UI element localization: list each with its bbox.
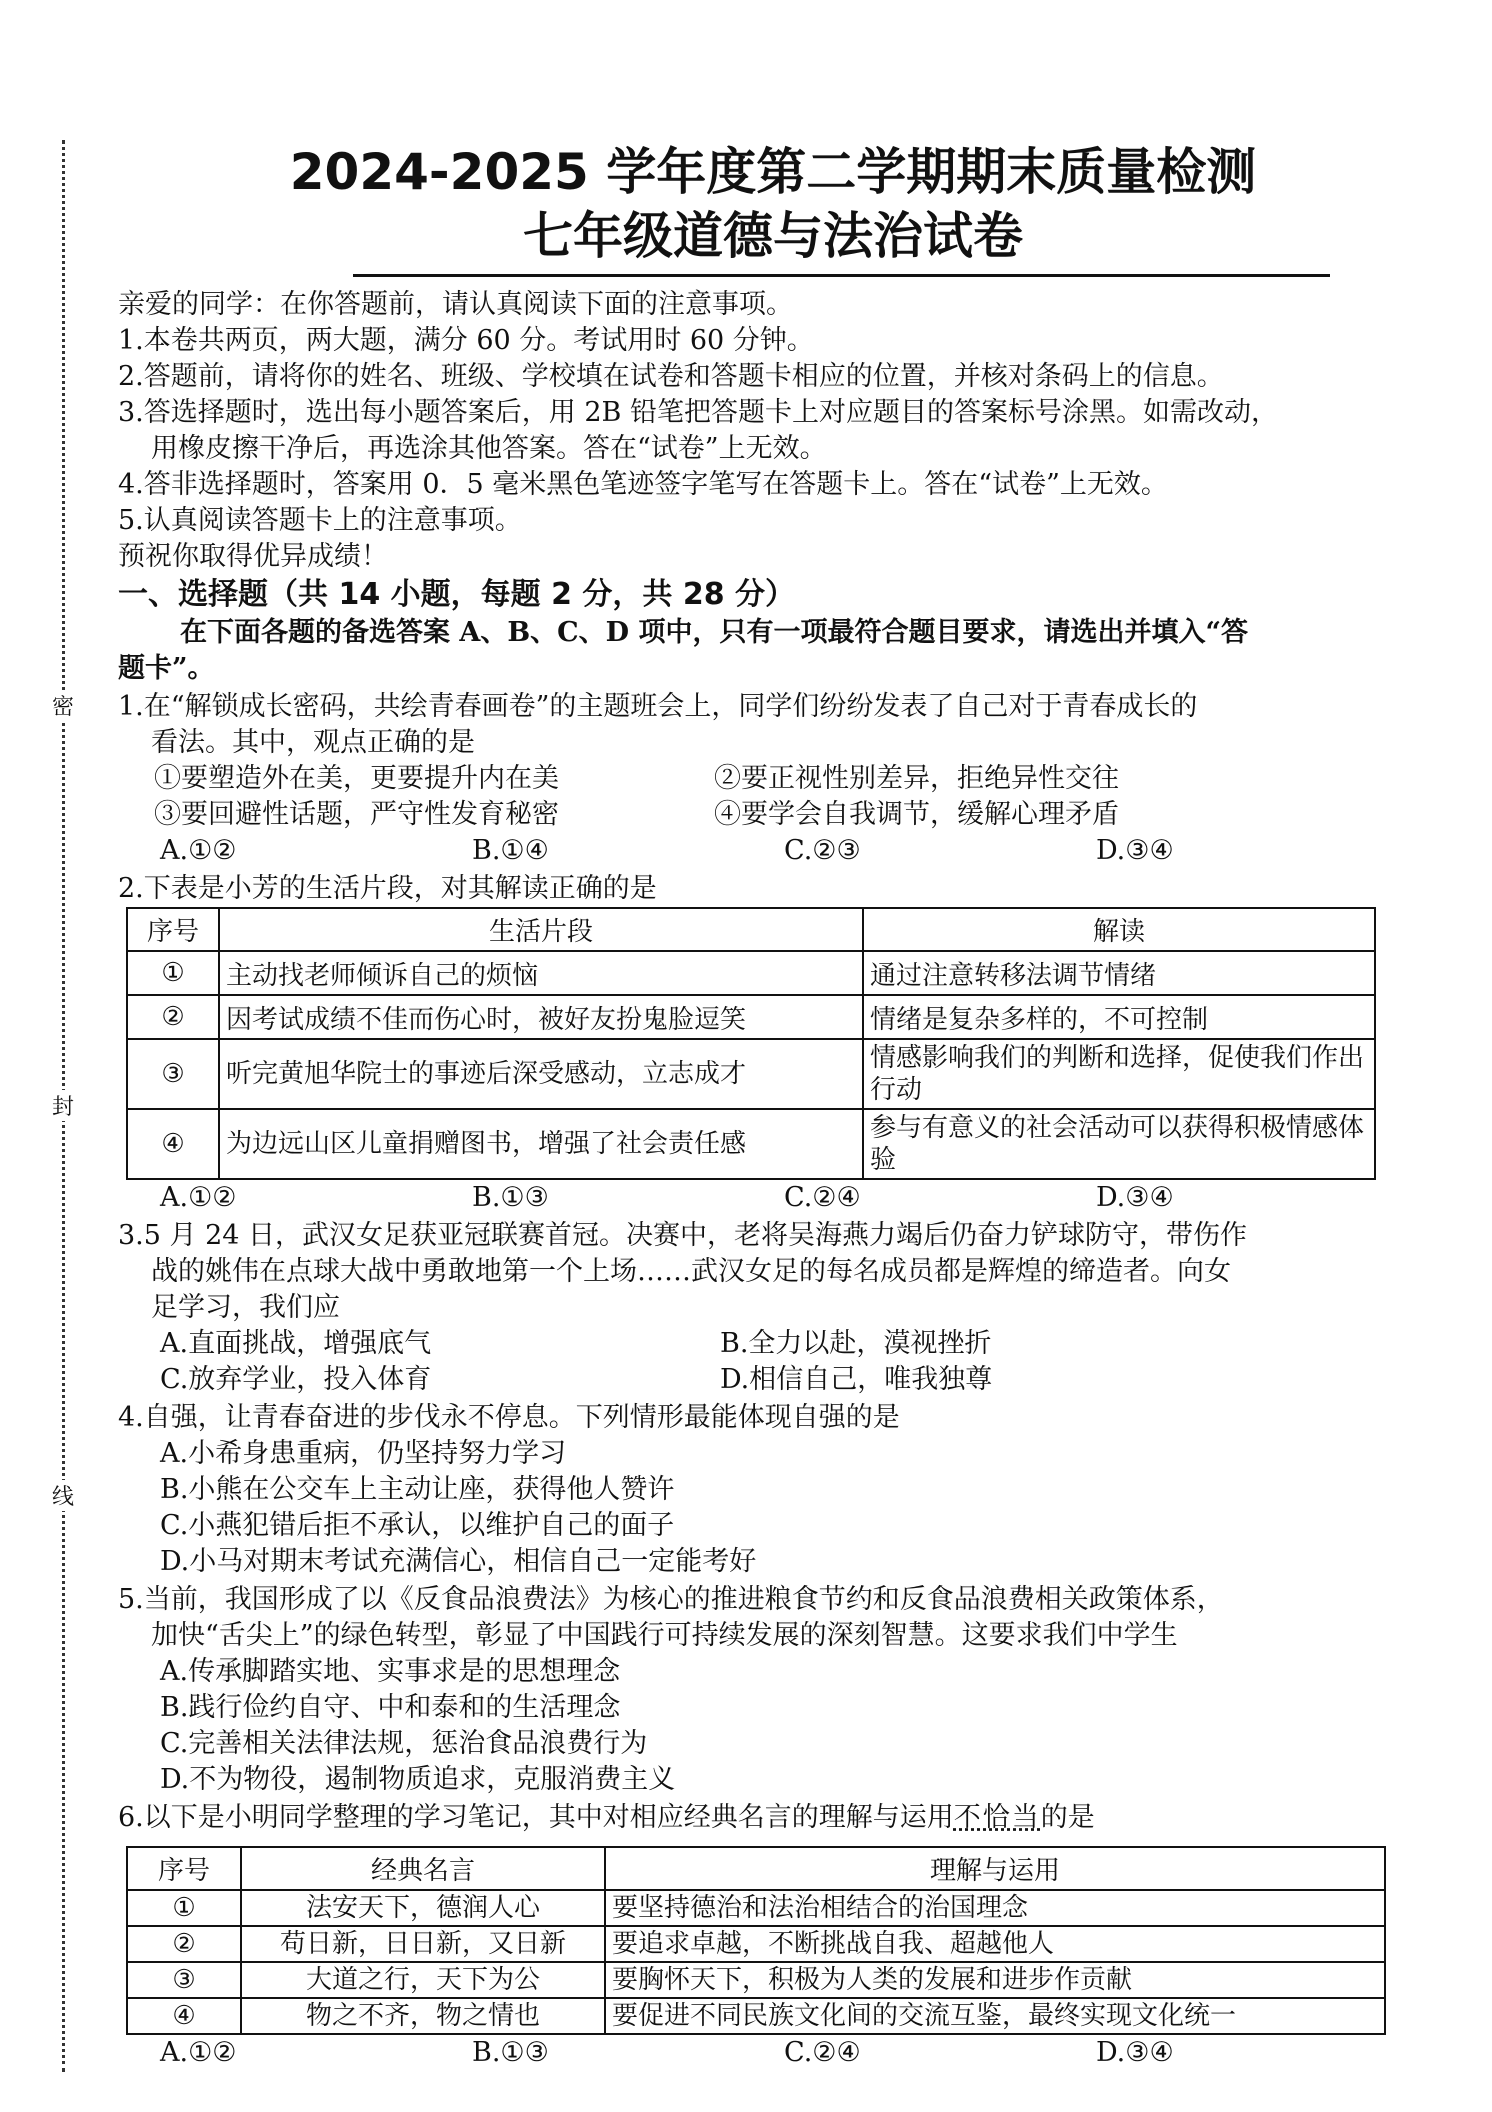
table-header: 解读: [863, 908, 1375, 951]
instruction-line: 用橡皮擦干净后，再选涂其他答案。答在“试卷”上无效。: [151, 433, 827, 464]
exam-page: [118, 140, 1428, 2071]
table-cell: 要胸怀天下，积极为人类的发展和进步作贡献: [605, 1962, 1385, 1998]
table-cell: 听完黄旭华院士的事迹后深受感动，立志成才: [219, 1039, 863, 1109]
table-cell: 大道之行，天下为公: [241, 1962, 605, 1998]
answer-option: A.①②: [160, 835, 237, 866]
answer-option: D.相信自己，唯我独尊: [720, 1364, 993, 1395]
instruction-line: 4.答非选择题时，答案用 0．5 毫米黑色笔迹签字笔写在答题卡上。答在“试卷”上无效。: [118, 469, 1168, 500]
answer-option: D.③④: [1096, 2037, 1174, 2068]
question-3: [118, 1218, 1428, 1398]
instructions: [118, 287, 1428, 575]
question-4: [118, 1400, 1428, 1580]
table-row: [127, 1109, 1375, 1179]
table-cell: 因考试成绩不佳而伤心时，被好友扮鬼脸逗笑: [219, 995, 863, 1039]
table-row: [127, 1926, 1385, 1962]
answer-option: C.②④: [784, 1182, 861, 1213]
answer-option: C.②④: [784, 2037, 861, 2068]
statement-item: ③要回避性话题，严守性发育秘密: [154, 799, 559, 830]
table-row: [127, 1039, 1375, 1109]
question-stem: 战的姚伟在点球大战中勇敢地第一个上场……武汉女足的每名成员都是辉煌的缔造者。向女: [151, 1256, 1231, 1287]
answer-option: A.直面挑战，增强底气: [160, 1328, 432, 1359]
table-cell: 物之不齐，物之情也: [241, 1998, 605, 2034]
exam-title: 2024-2025 学年度第二学期期末质量检测: [289, 143, 1257, 201]
instruction-line: 亲爱的同学：在你答题前，请认真阅读下面的注意事项。: [118, 289, 793, 320]
table-cell: 为边远山区儿童捐赠图书，增强了社会责任感: [219, 1109, 863, 1179]
answer-option: B.全力以赴，漠视挫折: [720, 1328, 992, 1359]
section-description: 在下面各题的备选答案 A、B、C、D 项中，只有一项最符合题目要求，请选出并填入“答: [180, 617, 1249, 648]
table-cell: ①: [127, 951, 219, 995]
answer-option: D.不为物役，遏制物质追求，克服消费主义: [160, 1764, 676, 1795]
table-cell: 情感影响我们的判断和选择，促使我们作出行动: [863, 1039, 1375, 1109]
table-cell: 要促进不同民族文化间的交流互鉴，最终实现文化统一: [605, 1998, 1385, 2034]
quotes-table: [126, 1846, 1386, 2035]
table-cell: 法安天下，德润人心: [241, 1890, 605, 1926]
table-cell: 要坚持德治和法治相结合的治国理念: [605, 1890, 1385, 1926]
table-cell: 参与有意义的社会活动可以获得积极情感体验: [863, 1109, 1375, 1179]
question-stem-text: 的是: [1040, 1802, 1095, 1833]
table-cell: ②: [127, 1926, 241, 1962]
table-cell: 要追求卓越，不断挑战自我、超越他人: [605, 1926, 1385, 1962]
table-cell: ④: [127, 1998, 241, 2034]
answer-option: A.①②: [160, 2037, 237, 2068]
question-stem: 加快“舌尖上”的绿色转型，彰显了中国践行可持续发展的深刻智慧。这要求我们中学生: [151, 1620, 1178, 1651]
table-cell: ③: [127, 1962, 241, 1998]
question-1: [118, 689, 1428, 869]
table-row: [127, 1998, 1385, 2034]
question-stem: 5.当前，我国形成了以《反食品浪费法》为核心的推进粮食节约和反食品浪费相关政策体系，: [118, 1584, 1224, 1615]
table-cell: 情绪是复杂多样的，不可控制: [863, 995, 1375, 1039]
table-header: 生活片段: [219, 908, 863, 951]
answer-option: B.①③: [472, 1182, 549, 1213]
answer-option: B.践行俭约自守、中和泰和的生活理念: [160, 1692, 621, 1723]
table-cell: ④: [127, 1109, 219, 1179]
question-2: [118, 871, 1428, 1216]
exam-subtitle: 七年级道德与法治试卷: [523, 207, 1023, 265]
question-6: [118, 1800, 1428, 2071]
answer-option: A.①②: [160, 1182, 237, 1213]
binding-char-feng: 封: [50, 1090, 76, 1121]
binding-char-mi: 密: [50, 690, 76, 721]
answer-option: C.完善相关法律法规，惩治食品浪费行为: [160, 1728, 648, 1759]
statement-item: ①要塑造外在美，更要提升内在美: [154, 763, 559, 794]
answer-option: C.放弃学业，投入体育: [160, 1364, 432, 1395]
section-heading: 一、选择题（共 14 小题，每题 2 分，共 28 分）: [118, 577, 796, 612]
statement-item: ④要学会自我调节，缓解心理矛盾: [714, 799, 1119, 830]
table-cell: 通过注意转移法调节情绪: [863, 951, 1375, 995]
question-5: [118, 1582, 1428, 1798]
answer-option: D.③④: [1096, 1182, 1174, 1213]
instruction-line: 5.认真阅读答题卡上的注意事项。: [118, 505, 522, 536]
question-stem: 1.在“解锁成长密码，共绘青春画卷”的主题班会上，同学们纷纷发表了自己对于青春成长的: [118, 691, 1198, 722]
binding-char-xian: 线: [50, 1480, 76, 1511]
table-row: [127, 1962, 1385, 1998]
answer-option: B.①③: [472, 2037, 549, 2068]
table-row: [127, 995, 1375, 1039]
table-header: 序号: [127, 908, 219, 951]
instruction-line: 2.答题前，请将你的姓名、班级、学校填在试卷和答题卡相应的位置，并核对条码上的信息。: [118, 361, 1224, 392]
table-cell: ③: [127, 1039, 219, 1109]
instruction-line: 1.本卷共两页，两大题，满分 60 分。考试用时 60 分钟。: [118, 325, 814, 356]
answer-option: C.②③: [784, 835, 861, 866]
emphasized-text: 不恰当: [953, 1802, 1041, 1833]
question-stem: 4.自强，让青春奋进的步伐永不停息。下列情形最能体现自强的是: [118, 1402, 900, 1433]
question-stem-text: 6.以下是小明同学整理的学习笔记，其中对相应经典名言的理解与运用: [118, 1802, 954, 1833]
table-header: 序号: [127, 1847, 241, 1890]
title-divider: [353, 274, 1330, 277]
table-cell: ②: [127, 995, 219, 1039]
table-header: 理解与运用: [605, 1847, 1385, 1890]
question-stem: 3.5 月 24 日，武汉女足获亚冠联赛首冠。决赛中，老将吴海燕力竭后仍奋力铲球防守，带伤作: [118, 1220, 1248, 1251]
question-stem: [118, 1800, 1428, 1836]
table-cell: 苟日新，日日新，又日新: [241, 1926, 605, 1962]
answer-option: D.③④: [1096, 835, 1174, 866]
statement-item: ②要正视性别差异，拒绝异性交往: [714, 763, 1119, 794]
answer-option: A.传承脚踏实地、实事求是的思想理念: [160, 1656, 621, 1687]
life-snippet-table: [126, 907, 1376, 1180]
question-stem: 足学习，我们应: [151, 1292, 340, 1323]
section-description: 题卡”。: [118, 653, 215, 684]
table-cell: 主动找老师倾诉自己的烦恼: [219, 951, 863, 995]
table-header: 经典名言: [241, 1847, 605, 1890]
instruction-line: 预祝你取得优异成绩！: [118, 541, 388, 572]
table-row: [127, 1890, 1385, 1926]
answer-option: B.①④: [472, 835, 549, 866]
question-stem: 2.下表是小芳的生活片段，对其解读正确的是: [118, 873, 657, 904]
answer-option: B.小熊在公交车上主动让座，获得他人赞许: [160, 1474, 675, 1505]
instruction-line: 3.答选择题时，选出每小题答案后，用 2B 铅笔把答题卡上对应题目的答案标号涂黑。如需改动，: [118, 397, 1278, 428]
answer-option: C.小燕犯错后拒不承认，以维护自己的面子: [160, 1510, 675, 1541]
table-row: [127, 951, 1375, 995]
table-cell: ①: [127, 1890, 241, 1926]
question-stem: 看法。其中，观点正确的是: [151, 727, 475, 758]
answer-option: A.小希身患重病，仍坚持努力学习: [160, 1438, 567, 1469]
answer-option: D.小马对期末考试充满信心，相信自己一定能考好: [160, 1546, 757, 1577]
